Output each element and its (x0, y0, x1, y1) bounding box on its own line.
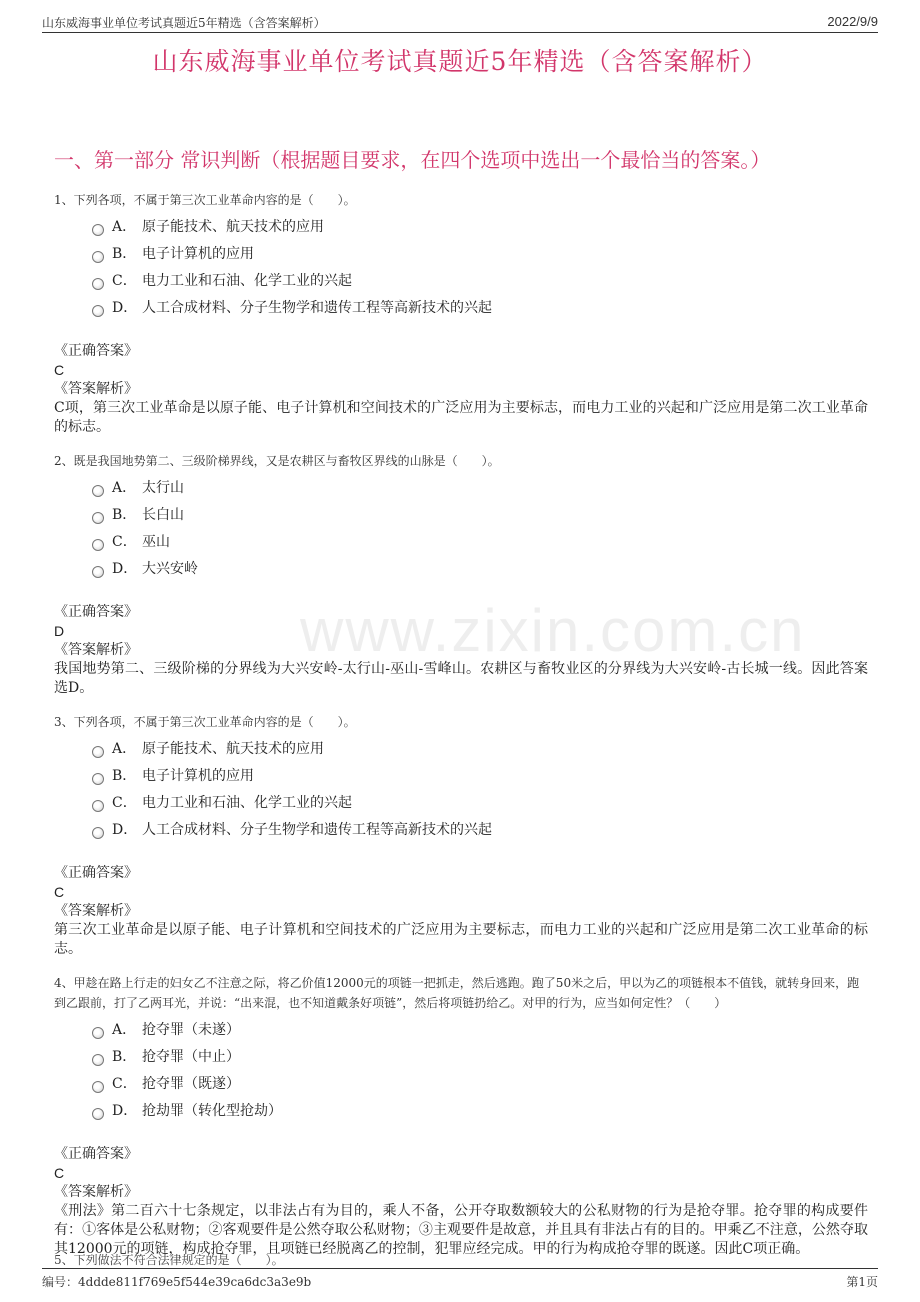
correct-answer-label: 《正确答案》 (54, 604, 138, 620)
option-letter: C． (112, 1076, 137, 1092)
option-letter: D． (112, 300, 138, 316)
option-letter: D． (112, 822, 138, 838)
question-item (54, 190, 868, 451)
option-text: 太行山 (142, 480, 184, 496)
option-text: 抢夺罪（既遂） (142, 1076, 240, 1092)
answer-option[interactable] (92, 241, 868, 268)
answer-option[interactable] (92, 475, 868, 502)
explanation-text: 第三次工业革命是以原子能、电子计算机和空间技术的广泛应用为主要标志，而电力工业的兴起和广泛应用是第二次工业革命的标志。 (54, 922, 868, 957)
question-stem: 4、甲趁在路上行走的妇女乙不注意之际，将乙价值12000元的项链一把抓走，然后逃跑。跑了50米之后，甲以为乙的项链根本不值钱，就转身回来，跑到乙跟前，打了乙两耳光，并说：“出来混，也不知道戴条好项链”，然后将项链扔给乙。对甲的行为，应当如何定性？（ ） (54, 976, 860, 1010)
answer-block (54, 342, 868, 437)
option-letter: B． (112, 768, 137, 784)
option-text: 电子计算机的应用 (142, 246, 254, 262)
option-list (92, 475, 868, 583)
radio-button-icon[interactable] (92, 1054, 104, 1066)
option-text: 人工合成材料、分子生物学和遗传工程等高新技术的兴起 (142, 822, 492, 838)
option-letter: A． (112, 219, 137, 235)
answer-option[interactable] (92, 1044, 868, 1071)
header-date: 2022/9/9 (827, 14, 878, 29)
question-item (54, 451, 868, 712)
radio-button-icon[interactable] (92, 512, 104, 524)
radio-button-icon[interactable] (92, 539, 104, 551)
page-header (42, 12, 878, 33)
question-item (54, 973, 868, 1273)
correct-answer-value: C (54, 362, 65, 378)
explanation-text: 我国地势第二、三级阶梯的分界线为大兴安岭-太行山-巫山-雪峰山。农耕区与畜牧业区的分界线为大兴安岭-古长城一线。因此答案选D。 (54, 661, 868, 696)
explanation-text: C项，第三次工业革命是以原子能、电子计算机和空间技术的广泛应用为主要标志，而电力工业的兴起和广泛应用是第二次工业革命的标志。 (54, 400, 868, 435)
option-text: 抢夺罪（未遂） (142, 1022, 240, 1038)
correct-answer-value: D (54, 623, 65, 639)
correct-answer-label: 《正确答案》 (54, 1146, 138, 1162)
option-letter: B． (112, 246, 137, 262)
answer-block (54, 864, 868, 959)
answer-block (54, 603, 868, 698)
radio-button-icon[interactable] (92, 305, 104, 317)
question-item (54, 712, 868, 973)
watermark: www.zixin.com.cn (300, 597, 806, 664)
explanation-text: 《刑法》第二百六十七条规定，以非法占有为目的，乘人不备，公开夺取数额较大的公私财物的行为是抢夺罪。抢夺罪的构成要件有：①客体是公私财物；②客观要件是公然夺取公私财物；③主观要件是故意，并且具有非法占有的目的。甲乘乙不注意，公然夺取其12000元的项链，构成抢夺罪，且项链已经脱离乙的控制，犯罪应经完成。甲的行为构成抢夺罪的既遂。因此C项正确。 (54, 1203, 868, 1257)
answer-option[interactable] (92, 790, 868, 817)
option-list (92, 214, 868, 322)
radio-button-icon[interactable] (92, 251, 104, 263)
answer-option[interactable] (92, 268, 868, 295)
question-stem: 1、下列各项，不属于第三次工业革命内容的是（ ）。 (54, 193, 356, 207)
option-text: 抢劫罪（转化型抢劫） (142, 1103, 282, 1119)
correct-answer-label: 《正确答案》 (54, 343, 138, 359)
answer-option[interactable] (92, 817, 868, 844)
option-letter: B． (112, 507, 137, 523)
answer-option[interactable] (92, 763, 868, 790)
option-text: 巫山 (142, 534, 170, 550)
answer-option[interactable] (92, 556, 868, 583)
option-letter: A． (112, 741, 137, 757)
option-letter: A． (112, 1022, 137, 1038)
footer-doc-id: 编号：4ddde811f769e5f544e39ca6dc3a3e9b (42, 1275, 312, 1289)
option-letter: B． (112, 1049, 137, 1065)
radio-button-icon[interactable] (92, 800, 104, 812)
footer-page-number: 第1页 (846, 1275, 878, 1289)
option-letter: C． (112, 795, 137, 811)
radio-button-icon[interactable] (92, 1081, 104, 1093)
option-text: 抢夺罪（中止） (142, 1049, 240, 1065)
radio-button-icon[interactable] (92, 485, 104, 497)
radio-button-icon[interactable] (92, 773, 104, 785)
document-title: 山东威海事业单位考试真题近5年精选（含答案解析） (152, 47, 768, 76)
next-question-stem: 5、下列做法不符合法律规定的是（ ）。 (54, 1253, 284, 1267)
option-text: 电子计算机的应用 (142, 768, 254, 784)
option-letter: D． (112, 1103, 138, 1119)
section-heading: 一、第一部分 常识判断（根据题目要求，在四个选项中选出一个最恰当的答案。） (54, 148, 771, 172)
correct-answer-value: C (54, 1165, 65, 1181)
option-text: 人工合成材料、分子生物学和遗传工程等高新技术的兴起 (142, 300, 492, 316)
radio-button-icon[interactable] (92, 746, 104, 758)
option-text: 电力工业和石油、化学工业的兴起 (142, 795, 352, 811)
radio-button-icon[interactable] (92, 827, 104, 839)
option-text: 原子能技术、航天技术的应用 (142, 219, 324, 235)
option-letter: C． (112, 534, 137, 550)
answer-option[interactable] (92, 214, 868, 241)
radio-button-icon[interactable] (92, 1027, 104, 1039)
answer-option[interactable] (92, 529, 868, 556)
option-text: 大兴安岭 (142, 561, 198, 577)
option-text: 电力工业和石油、化学工业的兴起 (142, 273, 352, 289)
radio-button-icon[interactable] (92, 1108, 104, 1120)
answer-option[interactable] (92, 295, 868, 322)
question-list (54, 190, 868, 1273)
page-footer (42, 1268, 878, 1291)
option-list (92, 736, 868, 844)
correct-answer-value: C (54, 884, 65, 900)
answer-option[interactable] (92, 1071, 868, 1098)
radio-button-icon[interactable] (92, 566, 104, 578)
radio-button-icon[interactable] (92, 278, 104, 290)
question-stem: 3、下列各项，不属于第三次工业革命内容的是（ ）。 (54, 715, 356, 729)
option-letter: C． (112, 273, 137, 289)
option-letter: A． (112, 480, 137, 496)
explanation-label: 《答案解析》 (54, 903, 138, 919)
explanation-label: 《答案解析》 (54, 1184, 138, 1200)
answer-option[interactable] (92, 1017, 868, 1044)
explanation-label: 《答案解析》 (54, 381, 138, 397)
answer-option[interactable] (92, 736, 868, 763)
option-letter: D． (112, 561, 138, 577)
answer-option[interactable] (92, 1098, 868, 1125)
option-text: 长白山 (142, 507, 184, 523)
header-doc-title: 山东威海事业单位考试真题近5年精选（含答案解析） (42, 16, 326, 30)
option-list (92, 1017, 868, 1125)
correct-answer-label: 《正确答案》 (54, 865, 138, 881)
radio-button-icon[interactable] (92, 224, 104, 236)
option-text: 原子能技术、航天技术的应用 (142, 741, 324, 757)
question-stem: 2、既是我国地势第二、三级阶梯界线，又是农耕区与畜牧区界线的山脉是（ ）。 (54, 454, 500, 468)
answer-option[interactable] (92, 502, 868, 529)
explanation-label: 《答案解析》 (54, 642, 138, 658)
